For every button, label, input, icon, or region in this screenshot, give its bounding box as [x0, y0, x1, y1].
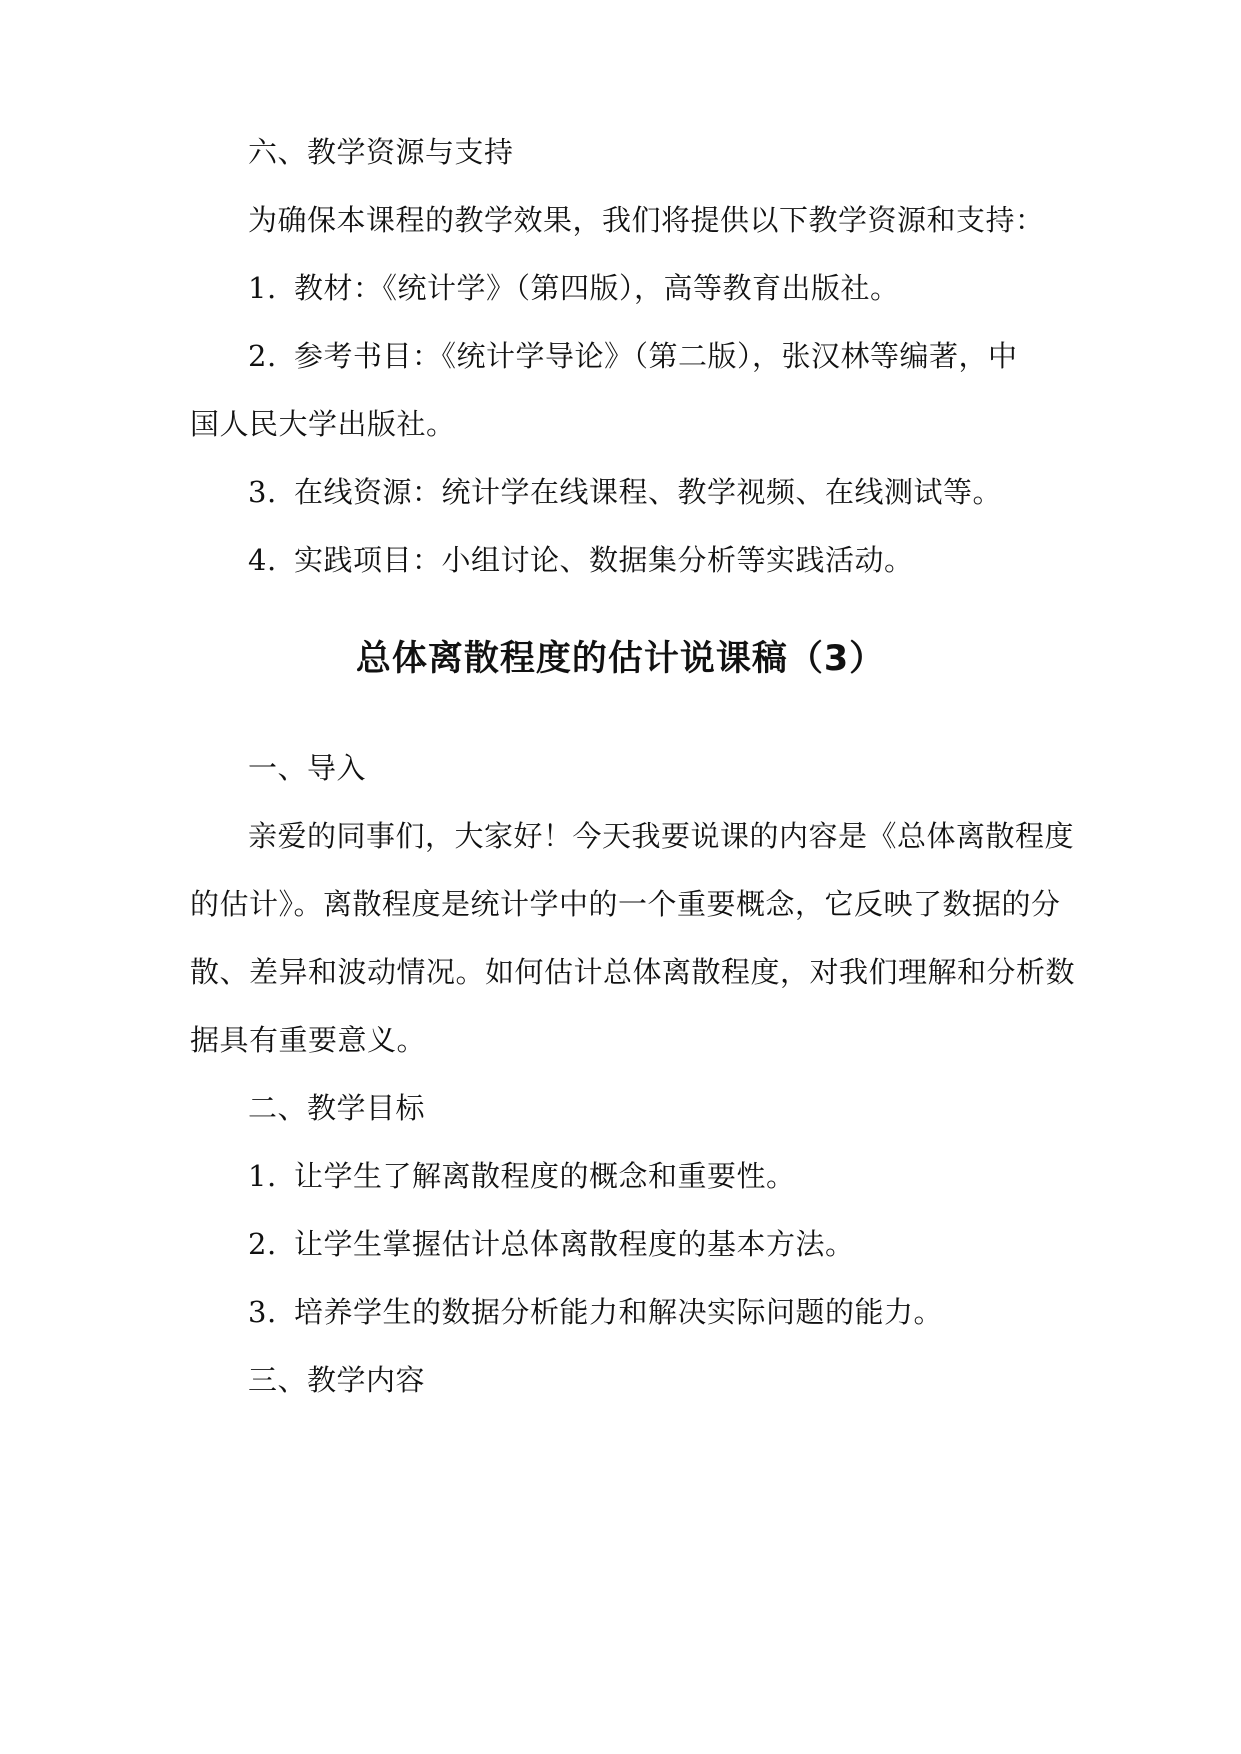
section-heading-resources: 六、教学资源与支持 — [248, 135, 514, 169]
list-number: 3. — [248, 1295, 277, 1329]
section-heading-goals: 二、教学目标 — [248, 1091, 426, 1125]
list-text: 让学生掌握估计总体离散程度的基本方法。 — [294, 1227, 855, 1261]
list-text: 教材：《统计学》（第四版），高等教育出版社。 — [294, 271, 900, 305]
list-number: 4. — [248, 543, 277, 577]
list-item — [248, 268, 1118, 308]
paragraph-line: 据具有重要意义。 — [190, 1023, 427, 1057]
list-item — [248, 540, 1118, 580]
list-item-continuation: 国人民大学出版社。 — [190, 407, 456, 441]
list-item — [248, 472, 1118, 512]
list-text: 培养学生的数据分析能力和解决实际问题的能力。 — [294, 1295, 944, 1329]
paragraph-line: 的估计》。离散程度是统计学中的一个重要概念，它反映了数据的分 — [190, 887, 1061, 921]
list-text: 参考书目：《统计学导论》（第二版），张汉林等编著，中 — [294, 339, 1018, 373]
section-heading-content: 三、教学内容 — [248, 1363, 426, 1397]
list-text: 在线资源：统计学在线课程、教学视频、在线测试等。 — [294, 475, 1003, 509]
list-item — [248, 1292, 1118, 1332]
list-number: 3. — [248, 475, 277, 509]
paragraph-line: 散、差异和波动情况。如何估计总体离散程度，对我们理解和分析数 — [190, 955, 1076, 989]
document-title: 总体离散程度的估计说课稿（3） — [355, 639, 886, 679]
list-number: 2. — [248, 1227, 277, 1261]
paragraph-line: 亲爱的同事们，大家好！今天我要说课的内容是《总体离散程度 — [248, 819, 1075, 853]
list-number: 2. — [248, 339, 277, 373]
list-item — [248, 1156, 1118, 1196]
section-heading-intro: 一、导入 — [248, 751, 367, 785]
list-item — [248, 1224, 1118, 1264]
list-text: 让学生了解离散程度的概念和重要性。 — [294, 1159, 796, 1193]
list-text: 实践项目：小组讨论、数据集分析等实践活动。 — [294, 543, 914, 577]
list-item — [248, 336, 1118, 376]
list-number: 1. — [248, 271, 277, 305]
list-number: 1. — [248, 1159, 277, 1193]
resources-intro: 为确保本课程的教学效果，我们将提供以下教学资源和支持： — [248, 203, 1045, 237]
